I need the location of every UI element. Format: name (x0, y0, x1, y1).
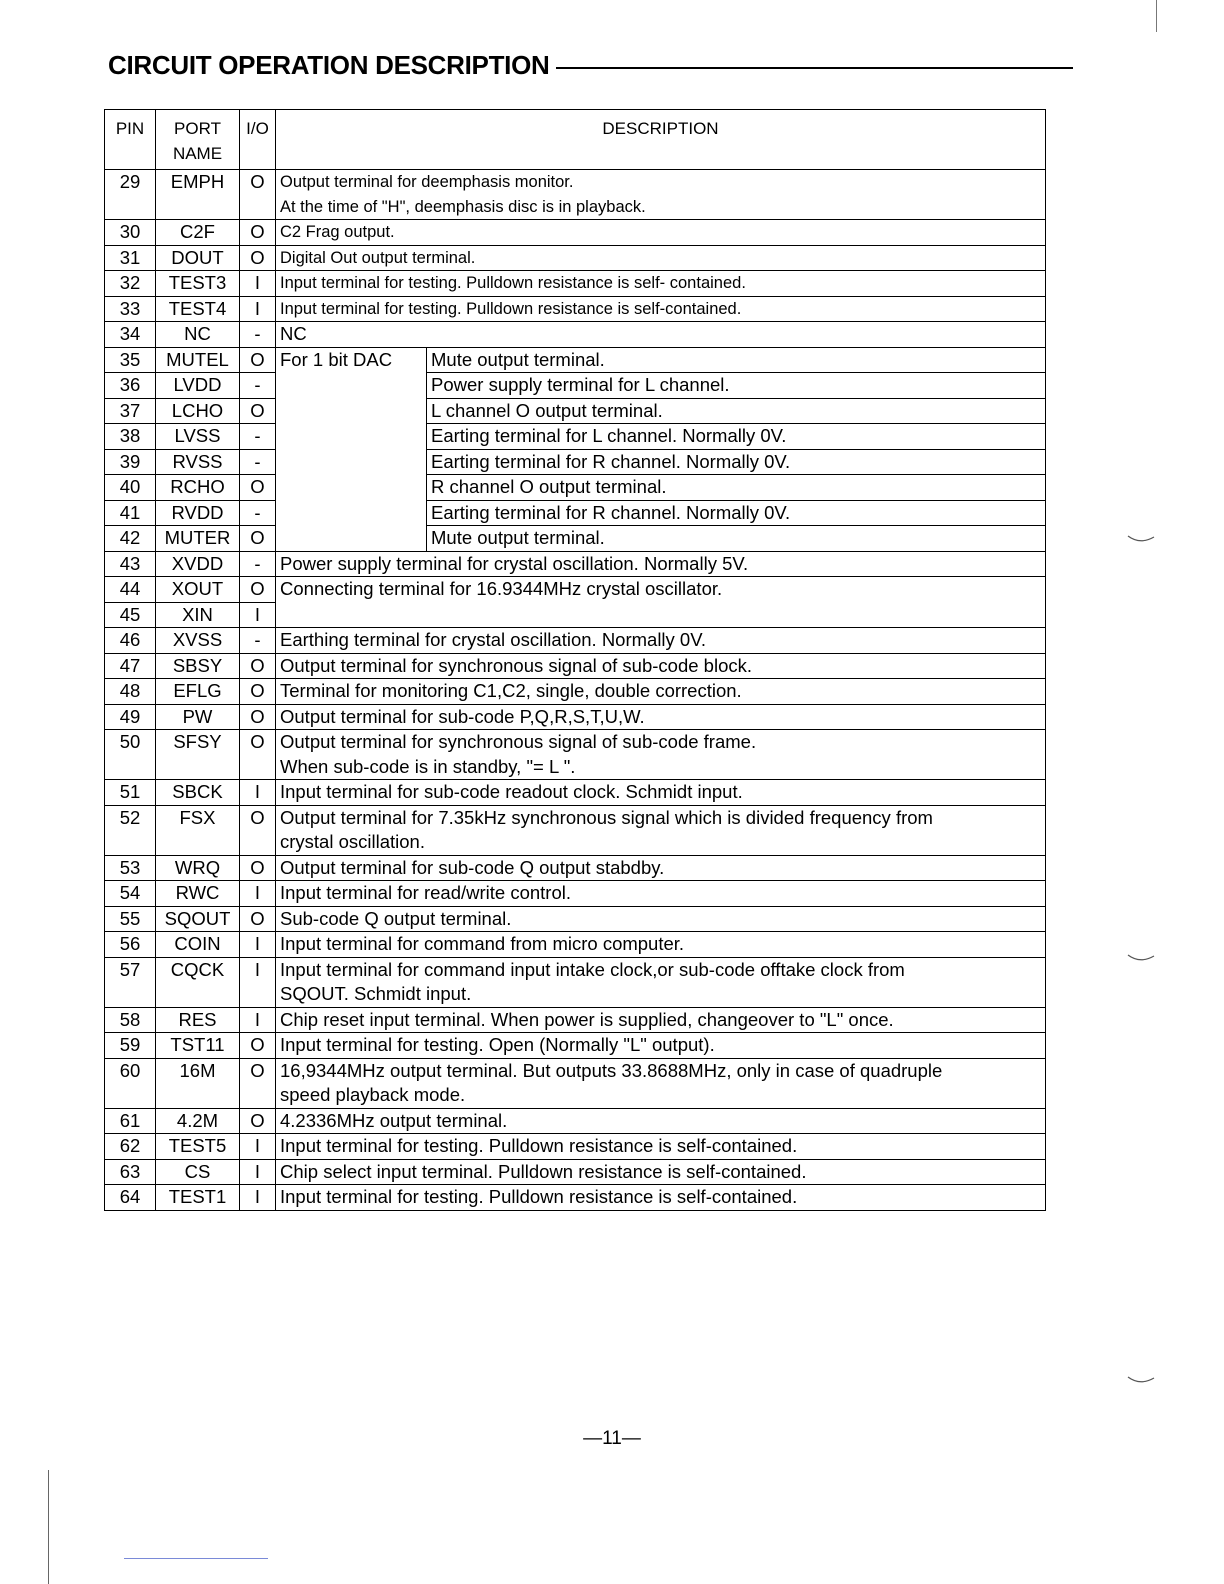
port-name-cell: RVSS (156, 449, 240, 475)
pin-cell: 36 (105, 373, 156, 399)
pin-cell: 30 (105, 220, 156, 246)
description-text: NC (280, 323, 307, 344)
description-text: Mute output terminal. (431, 527, 605, 548)
description-text: Earting terminal for L channel. Normally 0V. (431, 425, 787, 446)
io-cell: O (240, 704, 276, 730)
pin-cell: 32 (105, 271, 156, 297)
scan-mark-right-2 (1126, 952, 1156, 964)
description-cell (276, 170, 1046, 220)
scan-edge-left (48, 1470, 49, 1584)
description-text: Input terminal for sub-code readout clock. Schmidt input. (280, 781, 743, 802)
description-text: Chip select input terminal. Pulldown resistance is self-contained. (280, 1160, 807, 1182)
description-text: Output terminal for synchronous signal of sub-code frame. (280, 731, 757, 752)
description-cell (427, 475, 1046, 501)
description-cell (276, 1033, 1046, 1059)
description-cell (276, 881, 1046, 907)
description-cell (276, 628, 1046, 654)
pin-cell: 63 (105, 1159, 156, 1185)
io-cell: I (240, 1134, 276, 1160)
port-name-cell: LVSS (156, 424, 240, 450)
io-cell: O (240, 398, 276, 424)
table-row (105, 906, 1046, 932)
io-cell: O (240, 653, 276, 679)
description-text: Input terminal for testing. Pulldown resistance is self-contained. (280, 1186, 798, 1207)
pin-cell: 54 (105, 881, 156, 907)
port-name-cell: MUTEL (156, 347, 240, 373)
io-cell: O (240, 679, 276, 705)
io-cell: O (240, 347, 276, 373)
description-text: Input terminal for read/write control. (280, 882, 571, 903)
port-name-cell: XVDD (156, 551, 240, 577)
io-cell: O (240, 245, 276, 271)
description-cell (276, 855, 1046, 881)
port-name-cell: RES (156, 1007, 240, 1033)
description-cell (276, 1058, 1046, 1108)
port-name-cell: TST11 (156, 1033, 240, 1059)
pin-cell: 50 (105, 730, 156, 780)
pin-cell: 56 (105, 932, 156, 958)
description-cell (276, 704, 1046, 730)
port-name-cell: XOUT (156, 577, 240, 603)
io-cell: O (240, 220, 276, 246)
port-name-cell: RWC (156, 881, 240, 907)
description-cell (427, 373, 1046, 399)
description-cell (427, 500, 1046, 526)
table-row (105, 220, 1046, 246)
description-text: Earthing terminal for crystal oscillation. Normally 0V. (280, 629, 707, 650)
io-cell: I (240, 271, 276, 297)
description-text: Input terminal for testing. Pulldown resistance is self-contained. (280, 299, 742, 318)
port-name-cell: XVSS (156, 628, 240, 654)
description-text: Input terminal for testing. Pulldown resistance is self-contained. (280, 1135, 798, 1156)
io-cell: I (240, 602, 276, 628)
io-cell: - (240, 551, 276, 577)
description-text: Earting terminal for R channel. Normally 0V. (431, 501, 791, 523)
description-text: Output terminal for deemphasis monitor. (280, 173, 574, 191)
description-text: Input terminal for command input intake clock,or sub-code offtake clock from (280, 958, 905, 980)
port-name-cell: TEST1 (156, 1185, 240, 1211)
pin-cell: 57 (105, 957, 156, 1007)
pin-cell: 43 (105, 551, 156, 577)
pin-cell: 61 (105, 1108, 156, 1134)
table-row (105, 296, 1046, 322)
description-cell (276, 220, 1046, 246)
description-text: Mute output terminal. (431, 348, 605, 370)
table-row (105, 1033, 1046, 1059)
table-row (105, 704, 1046, 730)
description-text: Output terminal for 7.35kHz synchronous signal which is divided frequency from (280, 806, 933, 828)
pin-cell: 44 (105, 577, 156, 603)
io-cell: O (240, 475, 276, 501)
port-name-cell: WRQ (156, 855, 240, 881)
table-row (105, 373, 1046, 399)
pin-cell: 59 (105, 1033, 156, 1059)
description-text: Output terminal for sub-code Q output stabdby. (280, 856, 665, 878)
port-name-cell: CQCK (156, 957, 240, 1007)
description-cell (276, 322, 1046, 348)
description-text: L channel O output terminal. (431, 399, 663, 421)
port-name-cell: EFLG (156, 679, 240, 705)
description-cell (276, 296, 1046, 322)
io-cell: - (240, 322, 276, 348)
description-text: Output terminal for sub-code P,Q,R,S,T,U,W. (280, 705, 645, 727)
pin-cell: 53 (105, 855, 156, 881)
description-text: C2 Frag output. (280, 223, 395, 241)
pin-cell: 33 (105, 296, 156, 322)
table-row (105, 628, 1046, 654)
description-text: R channel O output terminal. (431, 476, 667, 497)
description-text: Terminal for monitoring C1,C2, single, double correction. (280, 680, 742, 701)
port-name-cell: SBCK (156, 780, 240, 806)
table-row (105, 1108, 1046, 1134)
table-row (105, 957, 1046, 1007)
description-cell (276, 906, 1046, 932)
io-cell: O (240, 1108, 276, 1134)
page-number: —11— (583, 1428, 641, 1449)
port-name-cell: PW (156, 704, 240, 730)
header-pin: PIN (105, 110, 156, 170)
description-cell (276, 653, 1046, 679)
table-row (105, 855, 1046, 881)
table-row (105, 449, 1046, 475)
description-cell (427, 347, 1046, 373)
port-name-cell: COIN (156, 932, 240, 958)
table-row (105, 500, 1046, 526)
pin-cell: 40 (105, 475, 156, 501)
pin-cell: 58 (105, 1007, 156, 1033)
description-cell (276, 679, 1046, 705)
pin-cell: 52 (105, 805, 156, 855)
page-title: CIRCUIT OPERATION DESCRIPTION (108, 50, 550, 80)
pin-cell: 41 (105, 500, 156, 526)
description-cell (427, 424, 1046, 450)
table-row (105, 347, 1046, 373)
table-row (105, 475, 1046, 501)
description-cell (276, 805, 1046, 855)
port-name-cell: EMPH (156, 170, 240, 220)
description-text: Power supply terminal for L channel. (431, 374, 730, 395)
port-name-cell: TEST5 (156, 1134, 240, 1160)
io-cell: I (240, 957, 276, 1007)
description-text-line2: SQOUT. Schmidt input. (280, 983, 472, 1004)
io-cell: - (240, 449, 276, 475)
header-io: I/O (240, 110, 276, 170)
table-row (105, 245, 1046, 271)
description-text: Earting terminal for R channel. Normally 0V. (431, 450, 791, 472)
io-cell: I (240, 296, 276, 322)
description-cell (427, 398, 1046, 424)
port-name-cell: TEST4 (156, 296, 240, 322)
description-cell (276, 780, 1046, 806)
pin-cell: 60 (105, 1058, 156, 1108)
table-row (105, 577, 1046, 603)
title-rule (556, 67, 1073, 69)
io-cell: - (240, 628, 276, 654)
description-text: Digital Out output terminal. (280, 248, 476, 267)
port-name-cell: RCHO (156, 475, 240, 501)
table-row (105, 1058, 1046, 1108)
description-cell (427, 526, 1046, 552)
io-cell: I (240, 1185, 276, 1211)
io-cell: I (240, 932, 276, 958)
io-cell: O (240, 1033, 276, 1059)
scan-edge-top-right (1156, 0, 1157, 32)
pin-description-table (104, 109, 1046, 1211)
table-row (105, 730, 1046, 780)
io-cell: O (240, 170, 276, 220)
io-cell: O (240, 805, 276, 855)
description-cell (276, 1185, 1046, 1211)
description-cell (276, 730, 1046, 780)
io-cell: I (240, 1159, 276, 1185)
pin-cell: 37 (105, 398, 156, 424)
table-row (105, 1007, 1046, 1033)
io-cell: I (240, 1007, 276, 1033)
port-name-cell: LVDD (156, 373, 240, 399)
pin-cell: 55 (105, 906, 156, 932)
description-text: Sub-code Q output terminal. (280, 907, 512, 929)
description-cell (276, 932, 1046, 958)
description-text-line2: crystal oscillation. (280, 831, 425, 852)
port-name-cell: 16M (156, 1058, 240, 1108)
table-row (105, 1134, 1046, 1160)
description-text: Connecting terminal for 16.9344MHz crystal oscillator. (280, 578, 723, 599)
io-cell: O (240, 1058, 276, 1108)
description-cell (427, 449, 1046, 475)
io-cell: O (240, 577, 276, 603)
table-row (105, 526, 1046, 552)
table-row (105, 1185, 1046, 1211)
description-cell (276, 577, 1046, 628)
pin-cell: 34 (105, 322, 156, 348)
header-description: DESCRIPTION (276, 110, 1046, 170)
table-row (105, 424, 1046, 450)
port-name-cell: CS (156, 1159, 240, 1185)
port-name-cell: SQOUT (156, 906, 240, 932)
io-cell: O (240, 855, 276, 881)
port-name-cell: RVDD (156, 500, 240, 526)
description-text: 16,9344MHz output terminal. But outputs 33.8688MHz, only in case of quadruple (280, 1059, 943, 1081)
io-cell: - (240, 500, 276, 526)
pin-cell: 49 (105, 704, 156, 730)
pin-cell: 62 (105, 1134, 156, 1160)
pin-cell: 47 (105, 653, 156, 679)
description-text: Input terminal for testing. Open (Normally "L" output). (280, 1034, 715, 1055)
description-cell (276, 1007, 1046, 1033)
pin-cell: 39 (105, 449, 156, 475)
table-row (105, 271, 1046, 297)
description-text: Input terminal for testing. Pulldown resistance is self- contained. (280, 274, 746, 292)
description-cell (276, 271, 1046, 297)
io-cell: I (240, 780, 276, 806)
port-name-cell: 4.2M (156, 1108, 240, 1134)
dac-group-label: For 1 bit DAC (276, 347, 427, 551)
port-name-cell: TEST3 (156, 271, 240, 297)
table-row (105, 780, 1046, 806)
scan-edge-bottom (124, 1558, 268, 1559)
port-name-cell: MUTER (156, 526, 240, 552)
description-cell (276, 957, 1046, 1007)
port-name-cell: FSX (156, 805, 240, 855)
io-cell: O (240, 526, 276, 552)
port-name-cell: SFSY (156, 730, 240, 780)
port-name-cell: NC (156, 322, 240, 348)
port-name-cell: DOUT (156, 245, 240, 271)
pin-cell: 38 (105, 424, 156, 450)
description-text: 4.2336MHz output terminal. (280, 1109, 508, 1131)
header-port-name: PORT NAME (156, 110, 240, 170)
pin-cell: 35 (105, 347, 156, 373)
io-cell: O (240, 906, 276, 932)
table-row (105, 398, 1046, 424)
port-name-cell: XIN (156, 602, 240, 628)
scan-mark-right-1 (1126, 533, 1156, 545)
io-cell: I (240, 881, 276, 907)
io-cell: - (240, 373, 276, 399)
port-name-cell: LCHO (156, 398, 240, 424)
pin-cell: 46 (105, 628, 156, 654)
description-text: Input terminal for command from micro computer. (280, 933, 685, 954)
description-text: Output terminal for synchronous signal of sub-code block. (280, 654, 752, 676)
table-row (105, 653, 1046, 679)
table-row (105, 1159, 1046, 1185)
description-text: Power supply terminal for crystal oscillation. Normally 5V. (280, 552, 749, 574)
io-cell: O (240, 730, 276, 780)
port-name-cell: C2F (156, 220, 240, 246)
table-row (105, 679, 1046, 705)
pin-cell: 42 (105, 526, 156, 552)
description-text-line2: When sub-code is in standby, "= L ". (280, 755, 576, 777)
port-name-cell: SBSY (156, 653, 240, 679)
description-cell (276, 245, 1046, 271)
description-cell (276, 1159, 1046, 1185)
table-row (105, 322, 1046, 348)
page-header (108, 50, 1073, 81)
table-row (105, 932, 1046, 958)
table-row (105, 551, 1046, 577)
table-row (105, 805, 1046, 855)
description-text-line2: speed playback mode. (280, 1084, 466, 1105)
table-header-row (105, 110, 1046, 170)
table-row (105, 881, 1046, 907)
pin-cell: 31 (105, 245, 156, 271)
scan-mark-right-3 (1126, 1374, 1156, 1386)
description-cell (276, 1108, 1046, 1134)
pin-cell: 51 (105, 780, 156, 806)
description-text-line2: At the time of "H", deemphasis disc is in playback. (280, 197, 646, 216)
description-cell (276, 551, 1046, 577)
pin-cell: 45 (105, 602, 156, 628)
pin-cell: 48 (105, 679, 156, 705)
table-row (105, 170, 1046, 220)
description-cell (276, 1134, 1046, 1160)
pin-cell: 29 (105, 170, 156, 220)
pin-cell: 64 (105, 1185, 156, 1211)
description-text: Chip reset input terminal. When power is supplied, changeover to "L" once. (280, 1008, 894, 1030)
io-cell: - (240, 424, 276, 450)
